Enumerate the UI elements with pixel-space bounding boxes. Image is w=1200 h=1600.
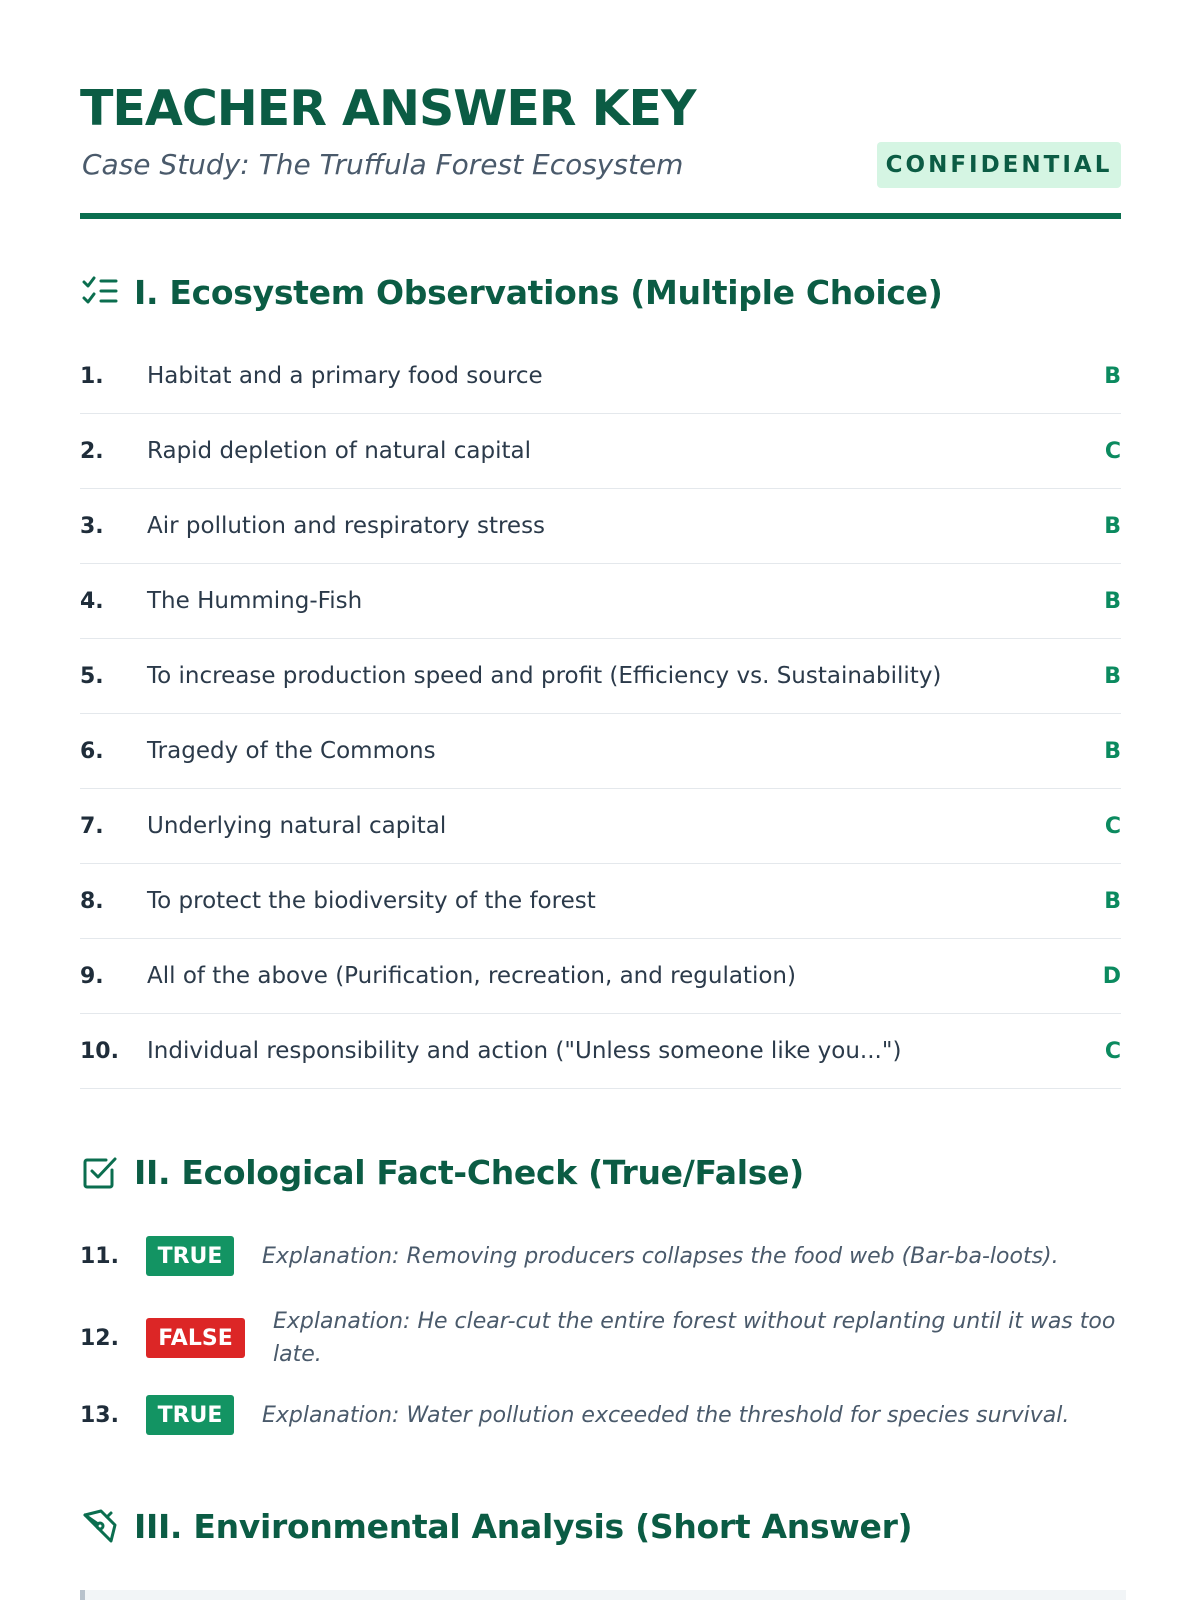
answer-letter: C	[1104, 1038, 1121, 1064]
explanation-text: Explanation: He clear-cut the entire forest without replanting until it was too late.	[273, 1309, 1116, 1367]
answer-letter: B	[1104, 363, 1121, 389]
mc-row	[80, 414, 1121, 489]
mc-row	[80, 789, 1121, 864]
question-number: 13.	[80, 1402, 119, 1428]
true-badge: TRUE	[146, 1236, 234, 1276]
mc-row	[80, 1014, 1121, 1089]
question-number: 10.	[80, 1038, 119, 1064]
section-multiple-choice	[80, 272, 942, 312]
header	[80, 78, 1121, 190]
answer-text: To protect the biodiversity of the forest	[147, 888, 596, 914]
answer-text: Habitat and a primary food source	[147, 363, 543, 389]
explanation-text: Explanation: Water pollution exceeded the threshold for species survival.	[262, 1402, 1070, 1428]
question-number: 4.	[80, 588, 104, 614]
answer-letter: D	[1102, 963, 1121, 989]
answer-letter: B	[1104, 663, 1121, 689]
tf-row	[80, 1305, 1121, 1371]
true-badge: TRUE	[146, 1395, 234, 1435]
mc-row	[80, 339, 1121, 414]
multiple-choice-list	[80, 339, 1121, 1089]
mc-row	[80, 714, 1121, 789]
question-number: 12.	[80, 1325, 119, 1351]
section-short-answer	[80, 1506, 912, 1546]
mc-row	[80, 564, 1121, 639]
answer-text: Underlying natural capital	[147, 813, 447, 839]
answer-letter: B	[1104, 588, 1121, 614]
answer-letter: B	[1104, 738, 1121, 764]
header-divider	[80, 213, 1121, 219]
question-number: 2.	[80, 438, 104, 464]
answer-letter: B	[1104, 888, 1121, 914]
tf-row	[80, 1236, 1121, 1276]
section-true-false	[80, 1152, 804, 1192]
answer-text: Air pollution and respiratory stress	[147, 513, 546, 539]
pen-icon	[80, 1506, 120, 1546]
checklist-icon	[80, 272, 120, 312]
mc-row	[80, 939, 1121, 1014]
question-number: 1.	[80, 363, 104, 389]
answer-letter: C	[1104, 813, 1121, 839]
question-number: 3.	[80, 513, 104, 539]
question-number: 5.	[80, 663, 104, 689]
false-badge: FALSE	[146, 1318, 245, 1358]
answer-text: Rapid depletion of natural capital	[147, 438, 531, 464]
question-number: 11.	[80, 1243, 119, 1269]
answer-letter: C	[1104, 438, 1121, 464]
confidential-badge: CONFIDENTIAL	[877, 142, 1121, 188]
mc-row	[80, 489, 1121, 564]
question-number: 7.	[80, 813, 104, 839]
section-title: III. Environmental Analysis (Short Answer)	[134, 1506, 913, 1546]
answer-text: To increase production speed and profit (Efficiency vs. Sustainability)	[147, 663, 942, 689]
explanation-text: Explanation: Removing producers collapses the food web (Bar-ba-loots).	[262, 1243, 1059, 1269]
page-subtitle: Case Study: The Truffula Forest Ecosystem	[82, 148, 684, 181]
answer-text: Individual responsibility and action ("Unless someone like you...")	[147, 1038, 902, 1064]
answer-letter: B	[1104, 513, 1121, 539]
subtitle-row	[80, 142, 1121, 190]
page-title: TEACHER ANSWER KEY	[80, 80, 696, 137]
question-number: 8.	[80, 888, 104, 914]
tf-row	[80, 1395, 1121, 1435]
section-title: I. Ecosystem Observations (Multiple Choice)	[134, 272, 943, 312]
answer-text: All of the above (Purification, recreation, and regulation)	[147, 963, 796, 989]
question-number: 6.	[80, 738, 104, 764]
short-answer-box	[80, 1590, 1126, 1600]
question-number: 9.	[80, 963, 104, 989]
mc-row	[80, 864, 1121, 939]
checkbox-icon	[80, 1152, 120, 1192]
answer-text: The Humming-Fish	[147, 588, 363, 614]
section-title: II. Ecological Fact-Check (True/False)	[134, 1152, 804, 1192]
answer-text: Tragedy of the Commons	[147, 738, 436, 764]
mc-row	[80, 639, 1121, 714]
